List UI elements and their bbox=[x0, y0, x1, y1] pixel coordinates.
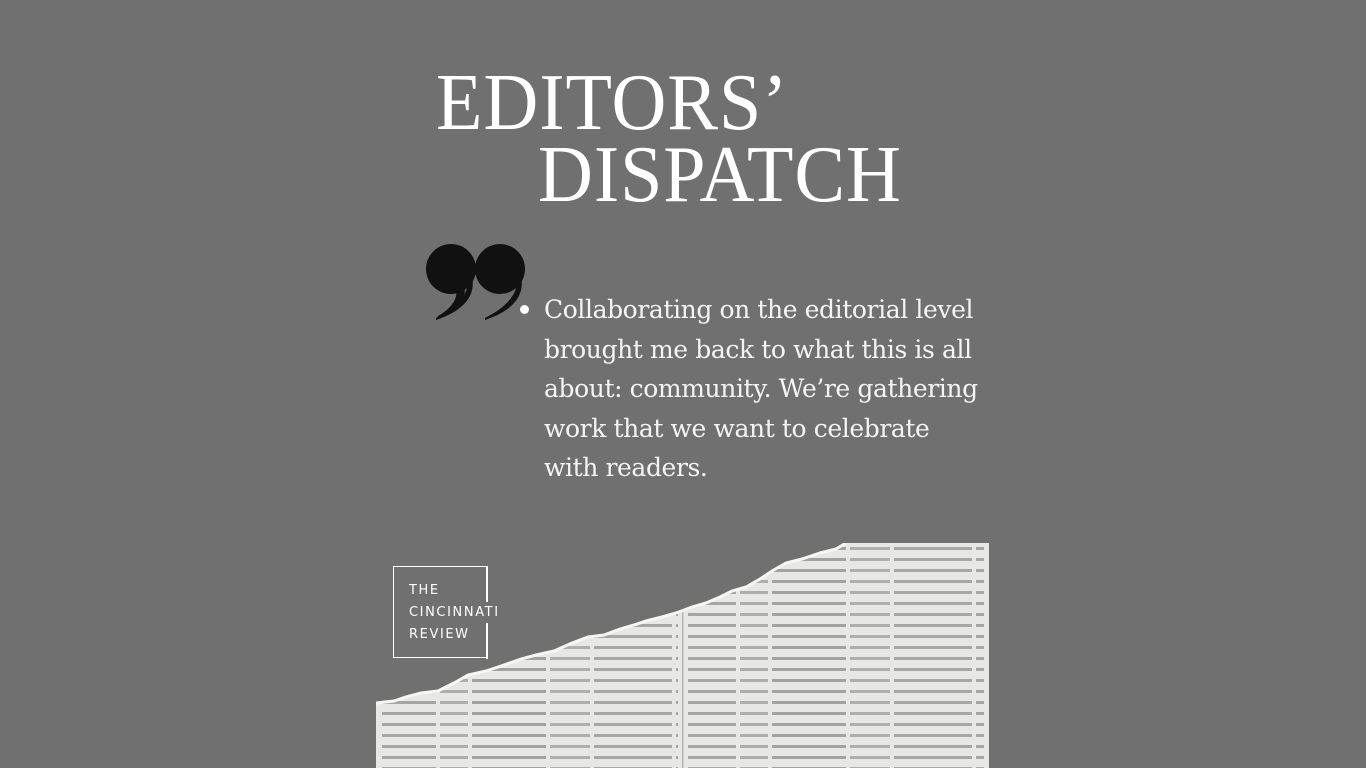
logo-border-top-right bbox=[486, 566, 488, 602]
title-line-editors: EDITORS’ bbox=[436, 59, 789, 147]
logo-line-cincinnati: CINCINNATI bbox=[409, 605, 500, 620]
logo-line-review: REVIEW bbox=[409, 627, 470, 642]
logo-line-the: THE bbox=[409, 583, 440, 598]
quote-bullet bbox=[520, 305, 529, 314]
logo-border-bottom-right bbox=[486, 623, 488, 659]
quote-text: Collaborating on the editorial level brought me back to what this is all about: community. We’re gathering work that we want to celebrate with readers. bbox=[544, 295, 978, 482]
cincinnati-review-logo bbox=[393, 566, 500, 658]
title-line-dispatch: DISPATCH bbox=[538, 131, 902, 219]
closing-quote-icon bbox=[424, 236, 530, 322]
